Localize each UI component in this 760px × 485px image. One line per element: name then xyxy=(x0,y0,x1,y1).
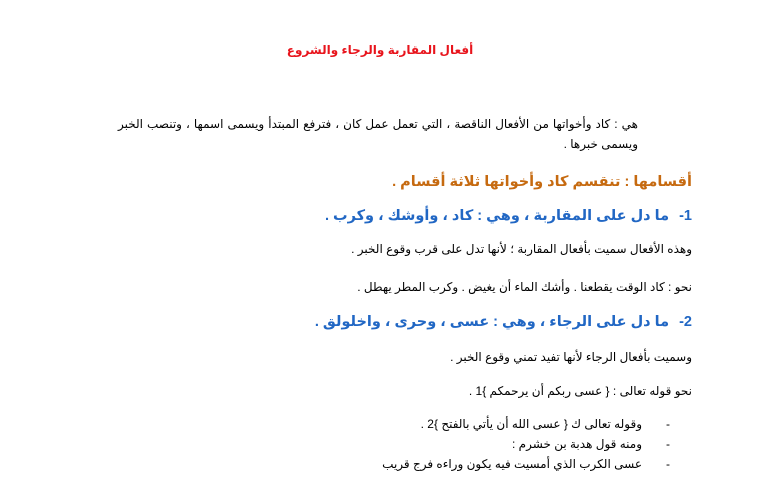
bullet-text-3: عسى الكرب الذي أمسيت فيه يكون وراءه فرج قريب xyxy=(382,457,642,471)
divisions-heading: أقسامها : تنقسم كاد وأخواتها ثلاثة أقسام . xyxy=(392,174,692,190)
section-1-line-2: نحو : كاد الوقت يقطعنا . وأشك الماء أن يغيض . وكرب المطر يهطل . xyxy=(357,280,692,294)
section-number-2: 2- xyxy=(679,314,692,330)
section-2-line-2: نحو قوله تعالى : { عسى ربكم أن يرحمكم }1 . xyxy=(468,384,692,398)
section-number-1: 1- xyxy=(679,208,692,224)
bullet-dash: - xyxy=(666,457,670,471)
bullet-dash: - xyxy=(666,417,670,431)
bullet-text-1: وقوله تعالى ك { عسى الله أن يأتي بالفتح }2 . xyxy=(420,417,642,431)
intro-paragraph: هي : كاد وأخواتها من الأفعال الناقصة ، التي تعمل عمل كان ، فترفع المبتدأ ويسمى اسمها ، وتنصب الخبر ويسمى خبرها . xyxy=(118,117,638,151)
list-item xyxy=(382,434,670,454)
page-title: أفعال المقاربة والرجاء والشروع xyxy=(286,43,474,57)
section-heading-text-2: ما دل على الرجاء ، وهي : عسى ، وحرى ، واخلولق . xyxy=(314,314,670,330)
list-item xyxy=(382,454,670,474)
list-item xyxy=(382,414,670,434)
section-2-line-1: وسميت بأفعال الرجاء لأنها تفيد تمني وقوع الخبر . xyxy=(450,350,692,364)
section-1-line-1: وهذه الأفعال سميت بأفعال المقاربة ؛ لأنها تدل على قرب وقوع الخبر . xyxy=(351,242,692,256)
section-heading-text-1: ما دل على المقاربة ، وهي : كاد ، وأوشك ، وكرب . xyxy=(324,208,670,224)
section-heading-2 xyxy=(315,314,692,330)
section-heading-1 xyxy=(325,208,692,224)
bullet-dash: - xyxy=(666,437,670,451)
section-2-bullet-list xyxy=(382,414,670,474)
bullet-text-2: ومنه قول هدبة بن خشرم : xyxy=(512,437,642,451)
